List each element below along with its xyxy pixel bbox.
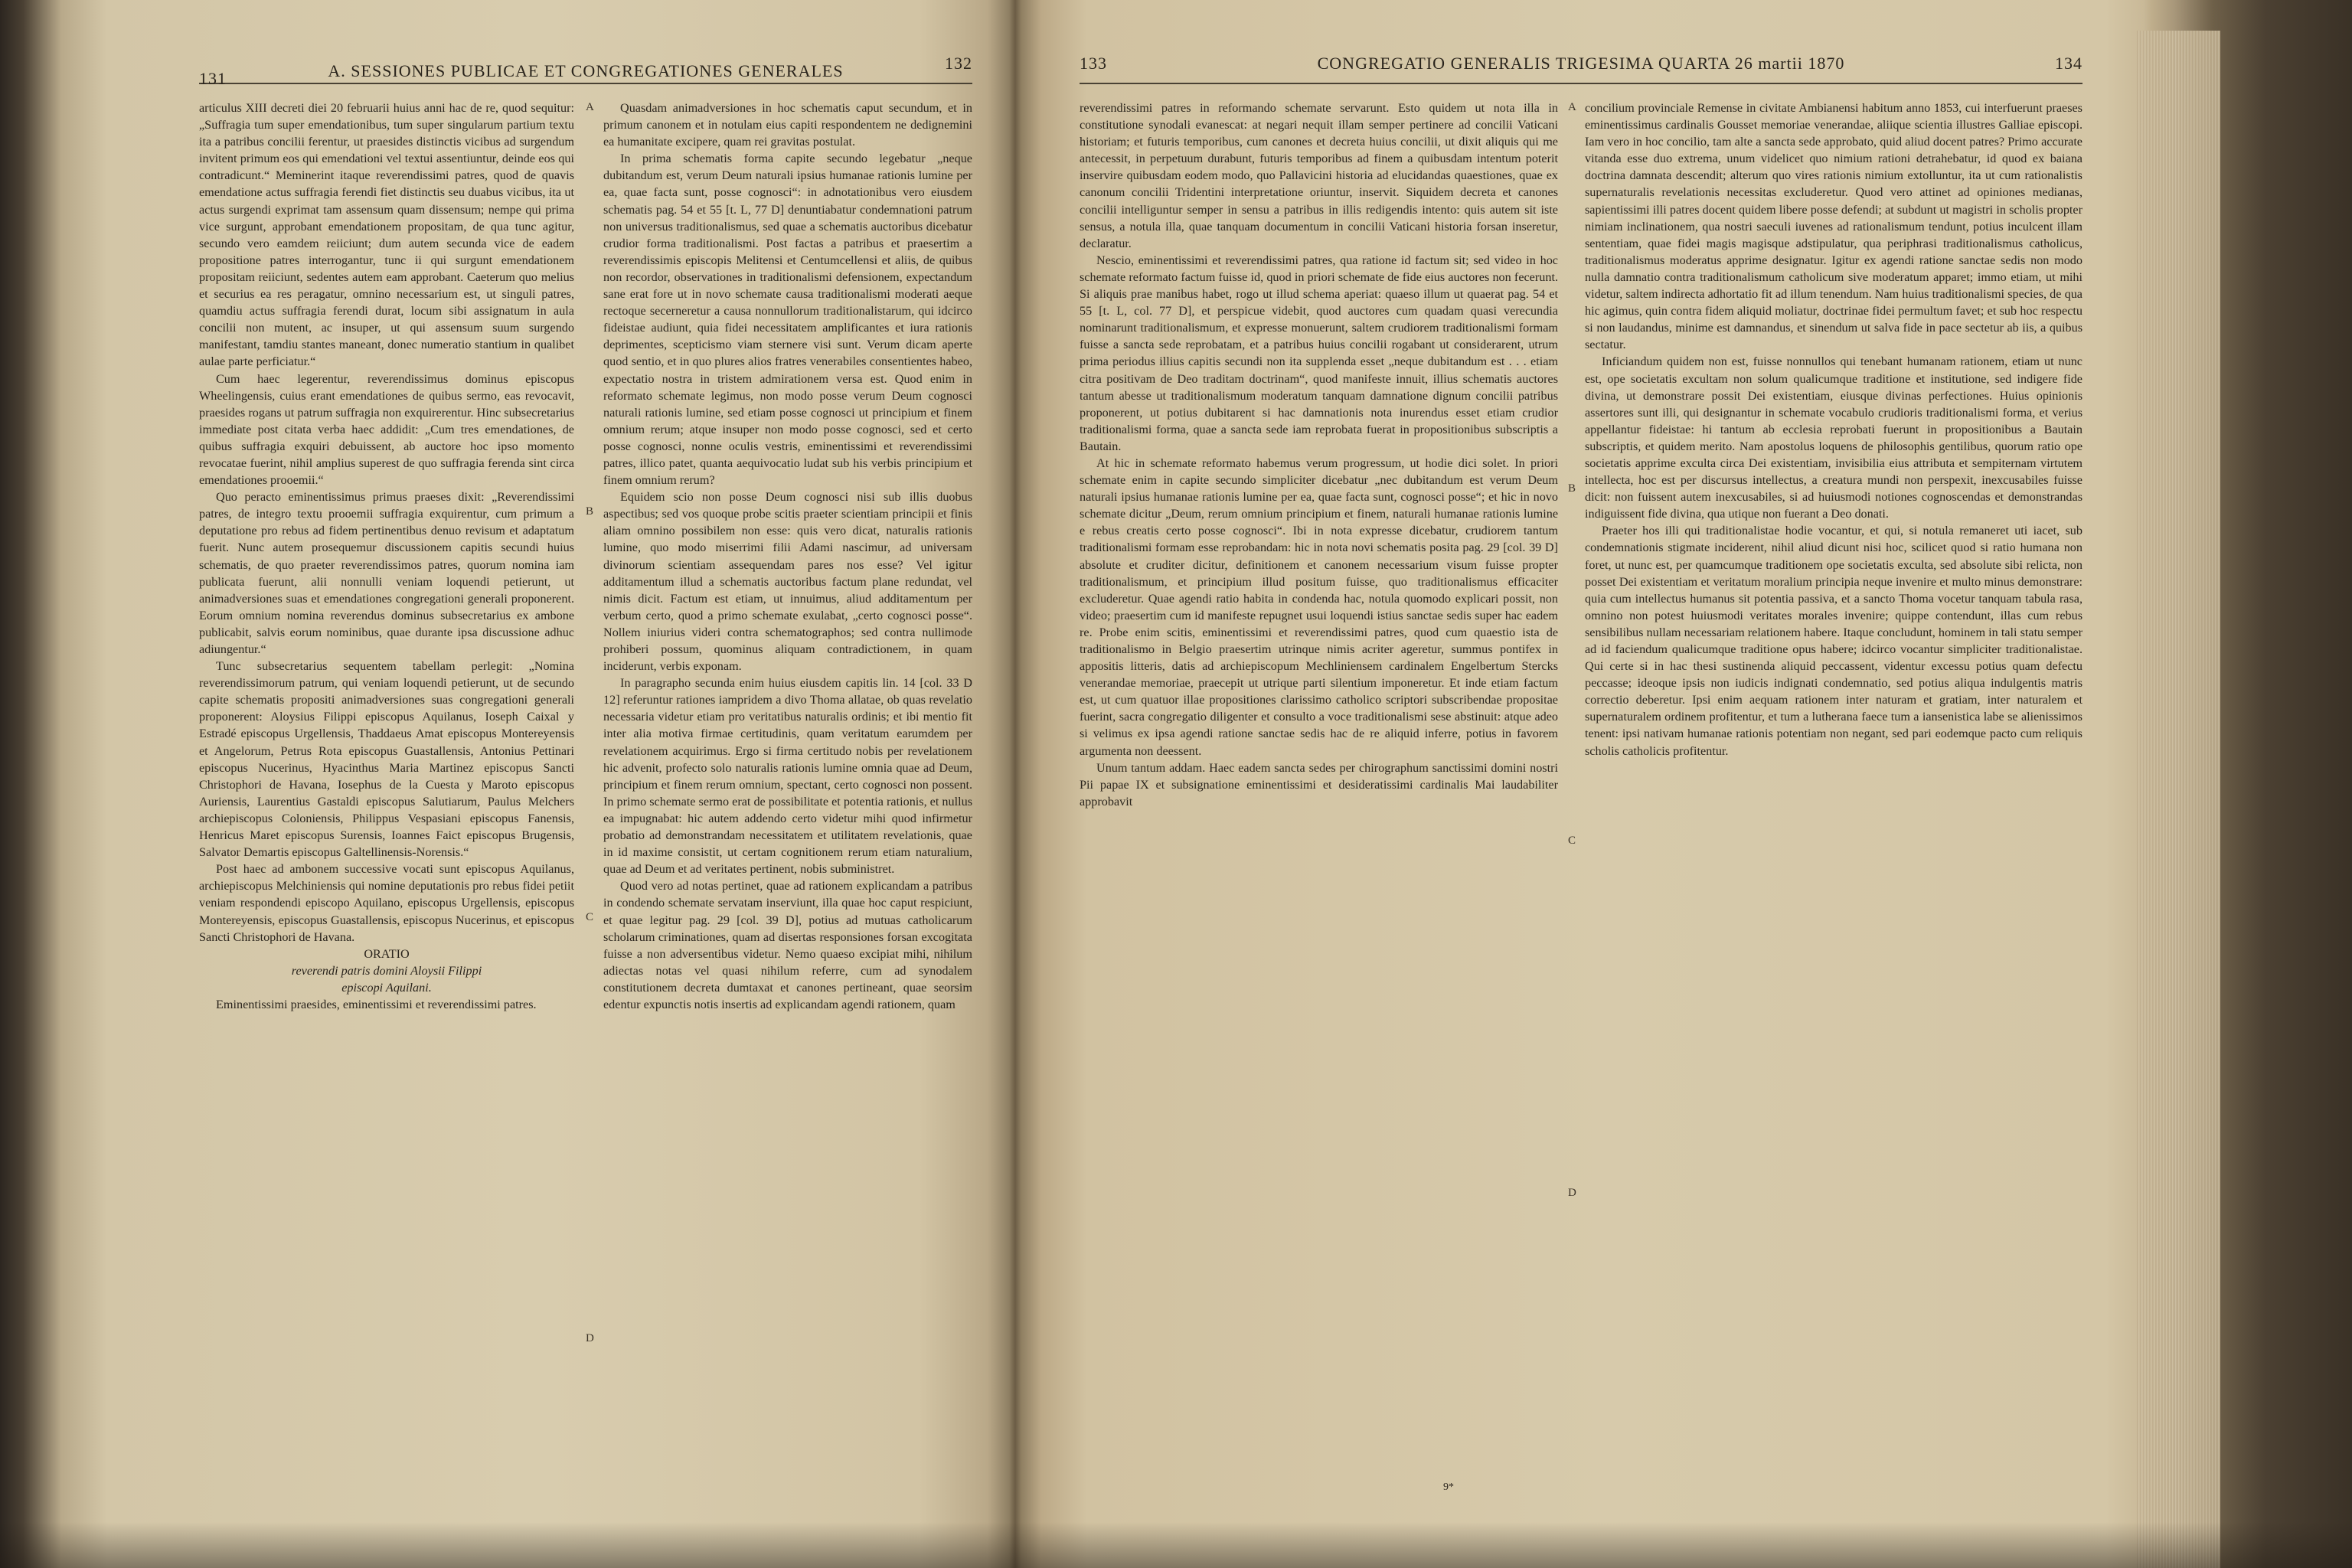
running-title-right: CONGREGATIO GENERALIS TRIGESIMA QUARTA 26 martii 1870	[1317, 54, 1845, 73]
right-page-header	[1080, 46, 2082, 84]
left-page-columns	[199, 100, 972, 1539]
paragraph: Equidem scio non posse Deum cognosci nisi sub illis duobus aspectibus; sed vos quoque probe scitis praeter scientiam principii et finis aliam omnino possibilem non esse: quis vero dicat, naturalis rationis lumine, quo modo miserrimi filii Adami nascimur, ad universam divinorum scientiam assequendam pares nos esse? Vel igitur additamentum illud a schematis auctoribus factum plane redundat, vel nimis dicit. Factum est etiam, ut innuimus, aliud additamentum per verbum certo, quod a primo schemate exulabat, „certo cognosci posse“. Nollem iniurius videri contra schematographos; sed contra nullimode prohiberi possum, quominus aliquam contradictionem, in quam inciderunt, verbis exponam.	[603, 490, 972, 674]
paragraph: reverendissimi patres in reformando schemate servarunt. Esto quidem ut nota illa in constitutione synodali evanescat: at negari nequit illam semper pertinere ad concilii Vaticani historiam; et futuris temporibus, cum canones et decreta huius concilii, ut dixit aliquis qui me antecessit, in perpetuum durabunt, futuris temporibus ad finem a quibusdam intentum poterit inservire quibusdam eodem modo, quo Pallavicini historia ad elucidandas quaestiones, quae ex canonum concilii Tridentini interpretatione oriuntur, inservit. Siquidem decreta et canones concilii intelliguntur semper in sensu a patribus in illis redigendis intento: quis autem sit iste sensus, a notula illa, quae tanquam documentum in concilii Vaticani historia forsan inseretur, declaratur.	[1080, 101, 1558, 250]
paragraph: Cum haec legerentur, reverendissimus dominus episcopus Wheelingensis, cuius erant emendationes de quibus sermo, eas revocavit, praesides rogans ut patrum suffragia non exquirerentur. Hinc subsecretarius immediate post citata verba haec addidit: „Cum tres emendationes, de quibus suffragia exquiri debuissent, ab auctore hoc ipso momento revocatae fuerint, nihil amplius superest de quo suffragia ferenda sint circa emendationes prooemii.“	[199, 371, 574, 488]
paragraph: Praeter hos illi qui traditionalistae hodie vocantur, et qui, si notula remaneret uti iacet, sub condemnationis stigmate inciderent, nihil aliud dicunt nisi hoc, scilicet quod si ratio humana non foret, ut nunc est, per quamcumque traditionem ope societatis exculta, sed absolute sibi relicta, non posset Dei existentiam et veritatum moralium principia neque invenire et multo minus demonstrare: quia cum intellectus humanus sit potentia passiva, et a sancto Thoma vocetur tanquam tabula rasa, omnino non potest huiusmodi veritates morales invenire; quippe contendunt, illas cum rebus sensibilibus nullam necessariam relationem habere. Itaque concludunt, hominem in tali statu semper ad id faciendum qualicumque traditione opus habere; idcirco vocantur simpliciter traditionalistae. Qui certe si in hac thesi sustinenda aliquid peccassent, videntur excessu potius quam defectu peccasse; ideoque ipsis non iudicis indignati condemnatio, sed potius aliqua indulgentis matris correctio deberetur. Ipsi enim aequam rationem inter naturam et gratiam, inter naturalem et supernaturalem ordinem profitentur, et tum a lutherana faece tum a iansenistica labe se alienissimos tenent: ipsi nativam humanae rationis potentiam non negant, sed pari eodemque pacto cum reliquis scholis catholicis profitentur.	[1585, 524, 2082, 758]
signature-mark: 9*	[1443, 1481, 1454, 1493]
paragraph: At hic in schemate reformato habemus verum progressum, ut hodie dici solet. In priori schemate enim in capite secundo simpliciter dicebatur „nec dubitandum est verum Deum naturali ipsius humanae rationis lumine per ea, quae facta sunt, cognosci posse“; et hic in novo schemate dicitur „Deum, rerum omnium principium et finem, naturali humanae rationis lumine e rebus creatis certo posse cognosci“. Ibi in nota expresse dicebatur, crudiorem tantum traditionalismi formam esse reprobandam: hic in nota novi schematis posita pag. 29 [col. 39 D] absolute et cruditer dicitur, definitionem et canonem necessarium visum fuisse propter traditionalismum, et principium illud positum fuisse, quo traditionalismus efficaciter excluderetur. Quae agendi ratio habita in condenda hac, notula quomodo explicari possit, non video; praesertim cum id manifeste repugnet usui loquendi istius sanctae sedis super hac eadem re. Probe enim scitis, eminentissimi et reverendissimi patres, quod cum quaestio ista de traditionalismo in Belgio praesertim utrinque nimis acriter ageretur, summus pontifex in appositis litteris, datis ad archiepiscopum Mechliniensem cardinalem Engelbertum Stercks venerandae memoriae, praecepit ut utrique parti silentium imponeretur. Et inde etiam factum est, ut cum quatuor illae propositiones clarissimo catholico scriptori subscribendae propositae fuerint, sacra congregatio diligenter et consulto a voce traditionalismi sese abstinuit: atque adeo si velimus ex ipsa agendi ratione sanctae sedis hac de re aliquid inferre, potius in favorem argumenta non deessent.	[1080, 456, 1558, 758]
lower-shadow	[0, 1522, 2352, 1568]
paragraph: Quasdam animadversiones in hoc schematis caput secundum, et in primum canonem et in notulam eius capiti respondentem ne dedignemini ea humanitate excipere, quam rei gravitas postulat.	[603, 101, 972, 149]
page-number-132: 132	[945, 54, 972, 73]
left-page	[199, 46, 972, 1539]
right-page-columns	[1080, 100, 2082, 1539]
running-title-left: A. SESSIONES PUBLICAE ET CONGREGATIONES GENERALES	[328, 61, 844, 80]
paragraph: In prima schematis forma capite secundo legebatur „neque dubitandum est, verum Deum naturali ipsius humanae rationis lumine per ea, quae facta sunt, posse cognosci“: in adnotationibus vero eiusdem schematis pag. 54 et 55 [t. L, 77 D] denuntiabatur condemnationi patrum non universus traditionalismus, sed quae a schematis auctoribus dicebatur crudior forma traditionalismi. Post factas a patribus et praesertim a reverendissimis episcopis Melitensi et Centumcellensi et aliis, de quibus non recordor, observationes in traditionalismi defensionem, expectandum sane erat fore ut in novo schemate causa traditionalismi moderati aeque rectoque secerneretur a causa nonnullorum traditionalistarum, qui idcirco fideistae audiunt, quia fidei necessitatem amplificantes et iura rationis deprimentes, scepticismo viam sternere visi sunt. Verum dicam aperte quod sentio, et in quo plures alios fratres venerabiles consentientes habeo, expectatio nostra in tristem admirationem versa est. Quod enim in reformato schemate legimus, non modo posse verum Deum cognosci naturali rationis lumine, sed etiam posse cognosci ut principium et finem omnium rerum; atque insuper non modo posse cognosci, sed et certo posse cognosci, nonne oculis vestris, eminentissimi et reverendissimi patres, illico patet, quanta aequivocatio ludat sub his verbis principium et finem omnium rerum?	[603, 152, 972, 488]
margin-letter-a: A	[1568, 101, 1576, 113]
paragraph: Unum tantum addam. Haec eadem sancta sedes per chirographum sanctissimi domini nostri Pii papae IX et subsignatione eminentissimi et desideratissimi cardinalis Mai laudabiliter approbavit	[1080, 760, 1558, 808]
oratio-heading: ORATIO	[364, 946, 410, 961]
margin-letter-c: C	[586, 911, 594, 923]
margin-letter-b: B	[1568, 482, 1576, 495]
column-132	[603, 100, 972, 1539]
oratio-subheading: reverendi patris domini Aloysii Filippi	[291, 963, 482, 978]
paragraph: Nescio, eminentissimi et reverendissimi patres, qua ratione id factum sit; sed video in hoc schemate reformato factum fuisse id, quod in priori schemate de fide eius auctores non fecerunt. Si aliquis prae manibus habet, rogo ut illud schema aperiat: quaeso illum ut quaerat pag. 54 et 55 [t. L, col. 77 D], et perspicue videbit, quod auctores cum quadam quasi verecundia nominarunt traditionalismum, et expresse monuerunt, saltem crudiorem traditionalismi formam fuisse a sancta sede reprobatam, et a patribus huius concilii rogabant ut considerarent, utrum prima periodus illius capitis secundi non ita supplenda esset „neque dubitandum est . . . etiam citra positivam de Deo traditam doctrinam“, quod manifeste innuit, illius schematis auctores tantum abesse ut traditionalismum moderatum tanquam damnatione dignum concilii patribus proponerent, ut potius dubitarent si hac damnationis nota inurendus esset etiam crudior traditionalismi forma, quae a sancta sede iam reprobata fuerat in propositionibus subscriptis a Bautain.	[1080, 253, 1558, 453]
paragraph: Eminentissimi praesides, eminentissimi et reverendissimi patres.	[216, 997, 537, 1011]
margin-letter-c: C	[1568, 835, 1576, 847]
page-number-133: 133	[1080, 54, 1107, 73]
paragraph: articulus XIII decreti diei 20 februarii huius anni hac de re, quod sequitur: „Suffragia tum super emendationibus, tum super singularum partium textu ita a patribus concilii ferentur, ut praesides distinctis vicibus ad surgendum invitent primum eos qui emendationi vel textui assentiuntur, deinde eos qui contradicunt.“ Meminerint itaque reverendissimi patres, quod de quavis emendatione actus suffragia ferendi fiet distinctis seu duabus vicibus, ita ut actus surgendi exprimat tam assensum quam dissensum; nempe qui prima vice surgunt, approbant emendationem propositam, de qua tunc agitur, secundo vero eamdem reiiciunt; dum autem secunda vice de eadem propositione patres interrogantur, tunc ii qui surgunt emendationem propositam reiiciunt, sedentes autem eam approbant. Caeterum quo melius et securius ea res peragatur, omnino necessarium est, ut singuli patres, quamdiu actus suffragia ferendi durat, locum sibi assignatum in aula concilii non mutent, ac insuper, ut qui assensum suum surgendo manifestant, tamdiu stantes maneant, donec numeratio stantium in qualibet aulae parte perficiatur.“	[199, 101, 574, 369]
margin-letter-a: A	[586, 101, 594, 113]
left-page-header	[199, 46, 972, 88]
paragraph: Post haec ad ambonem successive vocati sunt episcopus Aquilanus, archiepiscopus Melchiniensis qui nomine deputationis pro rebus fidei petiit veniam respondendi episcopo Aquilano, episcopus Urgellensis, episcopus Montereyensis, episcopus Guastallensis, episcopus Nucerinus, et episcopus Sancti Christophori de Havana.	[199, 862, 574, 944]
page-number-134: 134	[2055, 54, 2082, 73]
paragraph: concilium provinciale Remense in civitate Ambianensi habitum anno 1853, cui interfuerunt praeses eminentissimus cardinalis Gousset memoriae venerandae, aliique scientia illustres Galliae episcopi. Iam vero in hoc concilio, tam alte a sancta sede approbato, quid aliud docent patres? Primo accurate vitanda esse duo extrema, unum videlicet quo nimium rationi detrahebatur, id quod ex baiana doctrina damnata descendit; alterum quo vires rationis nimium extolluntur, ita ut cum rationalistis supernaturalis revelationis necessitas excluderetur. Quod vero attinet ad opiniones medianas, sapientissimi illi patres docent quidem libere posse defendi; at subdunt ut magistri in scholis propter nimiam inclinationem, qua nostri saeculi iuvenes ad rationalismum tendunt, potius inculcent illam sententiam, quae fidei magis magisque adstipulatur, qua periphrasi traditionalismus catholicus, traditionalismus moderatus apprime designatur. Igitur ex agendi ratione sanctae sedis non modo nulla damnatio contra traditionalismum catholicum sive moderatum apparet; immo etiam, ut mihi videtur, saltem indirecta adhortatio fit ad illum tenendum. Nam huius traditionalismi species, de qua hic agimus, quin contra fidem aliquid moliatur, doctrinae fidei permultum favet; et sub hoc respectu si non laudandus, minime est damnandus, et sinendum ut salva fide in pace sectetur ab iis, a quibus sectatur.	[1585, 101, 2082, 352]
paragraph: Inficiandum quidem non est, fuisse nonnullos qui tenebant humanam rationem, etiam ut nunc est, ope societatis excultam non solum qualicumque traditione et institutione, sed indigere fide divina, ut demonstrare possit Dei existentiam, eiusque divinas perfectiones. Huius opinionis assertores sunt illi, qui designantur in schemate vocabulo crudioris traditionalismi forma, et verius appellantur fideistae: hi tantum ab ecclesia reprobati fuerunt in propositionibus a Bautain subscriptis, et quidem merito. Nam apostolus loquens de philosophis gentilibus, quorum ratio ope societatis apprime exculta circa Dei existentiam, invisibilia eius attributa et sempiternam virtutem intellecta, hoc est per discursus intellectus, a creatura mundi non perspexit, inexcusabiles fuisse dicit: non fuissent autem inexcusabiles, si ad huiusmodi notiones cognoscendas et demonstrandas indiguissent fide divina, qua utique non fuerant a Deo donati.	[1585, 354, 2082, 521]
column-134	[1585, 100, 2082, 1539]
right-page	[1080, 46, 2082, 1539]
margin-letter-d: D	[1568, 1187, 1576, 1199]
column-133	[1080, 100, 1558, 1539]
page-edges	[2136, 31, 2220, 1568]
column-131	[199, 100, 574, 1539]
paragraph: In paragrapho secunda enim huius eiusdem capitis lin. 14 [col. 33 D 12] referuntur rationes iampridem a divo Thoma allatae, ob quas revelatio necessaria videtur etiam pro veritatibus naturalis ordinis; et ibi mentio fit inter alia motiva firmae certitudinis, quam veritatum earumdem per revelationem acquirimus. Ergo si firma certitudo nobis per revelationem hic advenit, profecto solo naturalis rationis lumine omnia quae ad Deum, principium et finem rerum omnium, spectant, certo cognosci non possent. In primo schemate sermo erat de possibilitate et potentia rationis, et nullus ea impugnabat: hic autem addendo certo videtur mihi quod infirmetur probatio ad demonstrandam necessitatem et utilitatem revelationis, quae in id maxime consistit, ut certam cognitionem rerum etiam naturalium, quae ad Deum et ad veritates pertinent, nobis subministret.	[603, 676, 972, 877]
paragraph: Quo peracto eminentissimus primus praeses dixit: „Reverendissimi patres, de integro textu prooemii suffragia exquirentur, cum primum a deputatione pro rebus ad fidem pertinentibus denuo revisum et adaptatum fuerit. Nunc autem prosequemur discussionem capitis secundi huius schematis, de quo praeter reverendissimos patres, quorum nomina iam publicata fuerunt, alii nonnulli veniam loquendi petierunt, ut animadversiones suas et emendationes congregationi generali proponerent. Eorum omnium nomina reverendus dominus subsecretarius ex ambone publicabit, salvis eorum nominibus, quae durante ipsa discussione adhuc adiungentur.“	[199, 490, 574, 656]
paragraph: Tunc subsecretarius sequentem tabellam perlegit: „Nomina reverendissimorum patrum, qui veniam loquendi petierunt, ut de secundo capite schematis propositi animadversiones suas congregationi generali proponerent: Aloysius Filippi episcopus Aquilanus, Ioseph Caixal y Estradé episcopus Urgellensis, Thaddaeus Amat episcopus Montereyensis et Angelorum, Petrus Rota episcopus Guastallensis, Antonius Pettinari episcopus Nucerinus, Hyacinthus Maria Martinez episcopus Sancti Christophori de Havana, Iosephus de la Cuesta y Maroto episcopus Auriensis, Laurentius Gastaldi episcopus Salutiarum, Paulus Melchers archiepiscopus Coloniensis, Philippus Vespasiani episcopus Fanensis, Henricus Maret episcopus Surensis, Ioannes Faict episcopus Brugensis, Salvator Demartis episcopus Galtellinensis-Norensis.“	[199, 659, 574, 860]
margin-letter-d: D	[586, 1332, 594, 1344]
oratio-subheading: episcopi Aquilani.	[341, 980, 432, 995]
margin-letter-b: B	[586, 505, 594, 518]
paragraph: Quod vero ad notas pertinet, quae ad rationem explicandam a patribus in condendo schemate servatam inserviunt, illa quae hoc caput respiciunt, et quae legitur pag. 29 [col. 39 D], potius ad mutuas catholicarum scholarum criminationes, quam ad disertas responsiones forsan excogitata fuisse a non adversentibus videtur. Nemo quaeso excipiat mihi, nihilum adiectas notas vel quasi nihilum referre, cum ad synodalem constitutionem decreta dumtaxat et canones pertineant, quae seorsim edentur expunctis notis insertis ad explicandam agendi rationem, quam	[603, 879, 972, 1011]
page-number-131: 131	[199, 69, 227, 88]
